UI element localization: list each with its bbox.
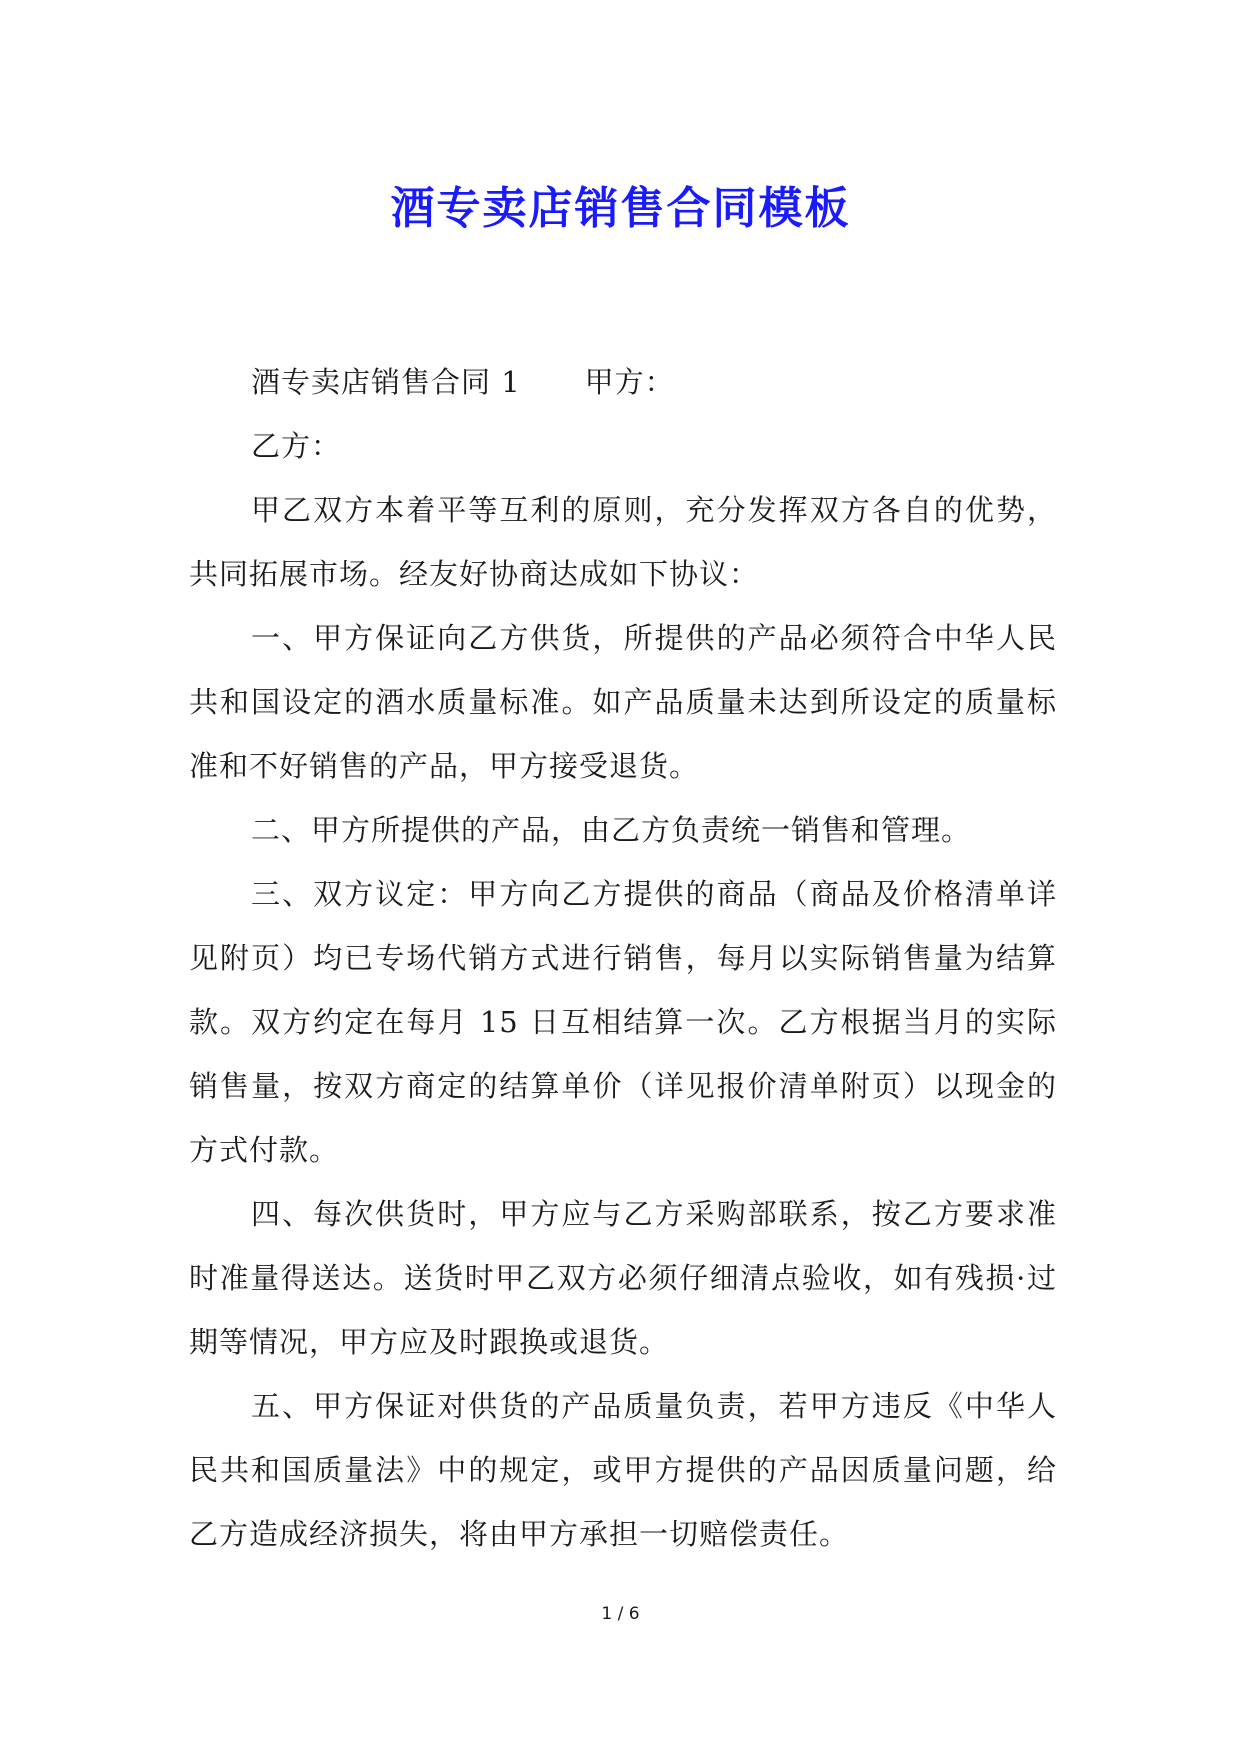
document-title: 酒专卖店销售合同模板 bbox=[390, 183, 851, 235]
document-body bbox=[189, 350, 1057, 1566]
paragraph-clause-4: 四、每次供货时，甲方应与乙方采购部联系，按乙方要求准时准量得送达。送货时甲乙双方必须仔细清点验收，如有残损·过期等情况，甲方应及时跟换或退货。 bbox=[189, 1197, 1057, 1359]
paragraph-clause-2: 二、甲方所提供的产品，由乙方负责统一销售和管理。 bbox=[251, 813, 972, 847]
paragraph-clause-1: 一、甲方保证向乙方供货，所提供的产品必须符合中华人民共和国设定的酒水质量标准。如产品质量未达到所设定的质量标准和不好销售的产品，甲方接受退货。 bbox=[189, 621, 1057, 783]
contract-heading: 酒专卖店销售合同 1 bbox=[251, 365, 521, 399]
page-number: 1 / 6 bbox=[601, 1604, 640, 1624]
party-b-label: 乙方： bbox=[251, 429, 342, 463]
party-a-label: 甲方： bbox=[584, 365, 675, 399]
contract-heading-line bbox=[189, 350, 1057, 414]
paragraph-clause-3: 三、双方议定：甲方向乙方提供的商品（商品及价格清单详见附页）均已专场代销方式进行销售，每月以实际销售量为结算款。双方约定在每月 15 日互相结算一次。乙方根据当月的实际销售量，按双方商定的结算单价（详见报价清单附页）以现金的方式付款。 bbox=[189, 877, 1057, 1167]
paragraph-clause-5: 五、甲方保证对供货的产品质量负责，若甲方违反《中华人民共和国质量法》中的规定，或甲方提供的产品因质量问题，给乙方造成经济损失，将由甲方承担一切赔偿责任。 bbox=[189, 1389, 1057, 1551]
paragraph-intro: 甲乙双方本着平等互利的原则，充分发挥双方各自的优势，共同拓展市场。经友好协商达成如下协议： bbox=[189, 493, 1057, 591]
